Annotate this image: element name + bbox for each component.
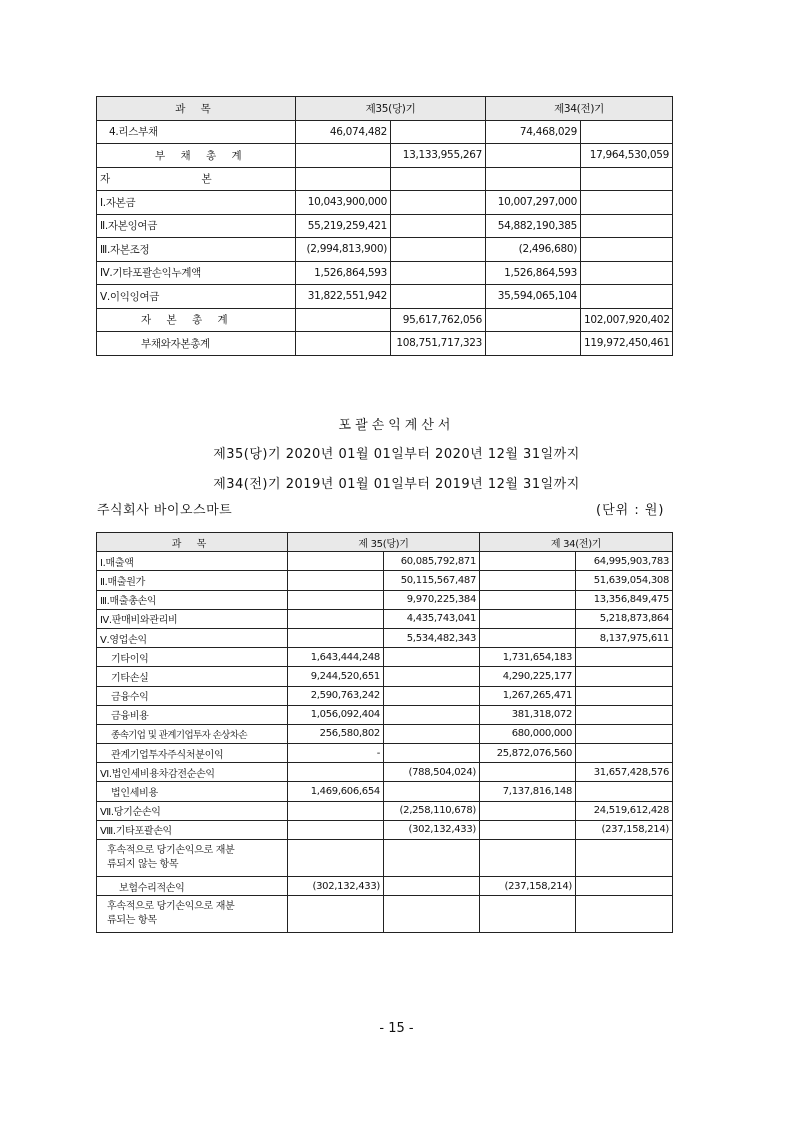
table-row [97, 590, 673, 609]
header-current: 제35(당)기 [296, 97, 486, 121]
cell-prior-detail: 4,290,225,177 [480, 667, 576, 686]
cell-prior-total [581, 191, 673, 215]
cell-prior-total [581, 167, 673, 191]
cell-current-total: 108,751,717,323 [391, 332, 486, 356]
table-row [97, 705, 673, 724]
cell-current-detail: 1,056,092,404 [288, 705, 384, 724]
row-label: Ⅶ.당기순손익 [97, 801, 288, 820]
header-prior: 제 34(전)기 [480, 533, 673, 552]
cell-current-detail: (2,994,813,900) [296, 238, 391, 262]
cell-prior-detail [480, 609, 576, 628]
balance-sheet-table [96, 96, 673, 356]
table-row [97, 120, 673, 144]
cell-current-total [384, 667, 480, 686]
cell-current-detail: 10,043,900,000 [296, 191, 391, 215]
cell-prior-detail [480, 763, 576, 782]
cell-current-total: 60,085,792,871 [384, 552, 480, 571]
cell-prior-total: 64,995,903,783 [576, 552, 673, 571]
cell-current-total [384, 705, 480, 724]
cell-current-detail [288, 590, 384, 609]
cell-prior-total: 13,356,849,475 [576, 590, 673, 609]
cell-prior-detail: 1,267,265,471 [480, 686, 576, 705]
cell-prior-total [581, 120, 673, 144]
cell-current-detail: - [288, 744, 384, 763]
cell-current-detail [288, 609, 384, 628]
table-row [97, 261, 673, 285]
row-label: 후속적으로 당기손익으로 재분류되는 항목 [97, 896, 288, 933]
period-current: 제35(당)기 2020년 01월 01일부터 2020년 12월 31일까지 [213, 447, 580, 462]
cell-current-detail [296, 167, 391, 191]
row-label: 기타이익 [97, 648, 288, 667]
cell-current-total [384, 744, 480, 763]
cell-prior-detail: 381,318,072 [480, 705, 576, 724]
cell-current-detail [296, 144, 391, 168]
cell-current-detail [288, 896, 384, 933]
table-header-row [97, 533, 673, 552]
row-label: 자 본 총 계 [97, 308, 296, 332]
cell-prior-detail: 35,594,065,104 [486, 285, 581, 309]
cell-current-detail: 9,244,520,651 [288, 667, 384, 686]
row-label: Ⅰ.자본금 [97, 191, 296, 215]
row-label: 법인세비용 [97, 782, 288, 801]
page-number: - 15 - [379, 1021, 414, 1036]
cell-current-total [391, 261, 486, 285]
row-label: 보험수리적손익 [97, 877, 288, 896]
cell-prior-detail: 74,468,029 [486, 120, 581, 144]
cell-prior-detail [486, 332, 581, 356]
company-name: 주식회사 바이오스마트 [97, 503, 233, 518]
cell-current-total [384, 724, 480, 743]
income-statement-table [96, 532, 673, 933]
row-label: 금융수익 [97, 686, 288, 705]
cell-prior-total [576, 744, 673, 763]
row-label: Ⅷ.기타포괄손익 [97, 820, 288, 839]
cell-current-total: 5,534,482,343 [384, 628, 480, 647]
cell-prior-total: 119,972,450,461 [581, 332, 673, 356]
cell-current-detail: 55,219,259,421 [296, 214, 391, 238]
cell-current-total [391, 214, 486, 238]
cell-prior-detail: (237,158,214) [480, 877, 576, 896]
cell-current-total: 4,435,743,041 [384, 609, 480, 628]
cell-prior-total [581, 238, 673, 262]
table-header-row [97, 97, 673, 121]
table-row [97, 686, 673, 705]
header-current: 제 35(당)기 [288, 533, 480, 552]
cell-prior-total [576, 686, 673, 705]
table-row [97, 332, 673, 356]
header-prior: 제34(전)기 [486, 97, 673, 121]
cell-current-total: 50,115,567,487 [384, 571, 480, 590]
cell-current-detail [288, 820, 384, 839]
table-row [97, 571, 673, 590]
cell-current-detail: 256,580,802 [288, 724, 384, 743]
table-row [97, 896, 673, 933]
row-label: Ⅰ.매출액 [97, 552, 288, 571]
cell-prior-total: 5,218,873,864 [576, 609, 673, 628]
table-row [97, 628, 673, 647]
row-label: 부 채 총 계 [97, 144, 296, 168]
cell-prior-detail: 54,882,190,385 [486, 214, 581, 238]
table-row [97, 840, 673, 877]
cell-current-detail: 46,074,482 [296, 120, 391, 144]
header-item: 과 목 [97, 533, 288, 552]
table-row [97, 308, 673, 332]
cell-prior-total [581, 214, 673, 238]
cell-current-detail [288, 763, 384, 782]
row-label: Ⅱ.매출원가 [97, 571, 288, 590]
cell-prior-total [581, 261, 673, 285]
cell-current-detail [296, 332, 391, 356]
cell-prior-total: (237,158,214) [576, 820, 673, 839]
table-row [97, 214, 673, 238]
row-label: 금융비용 [97, 705, 288, 724]
cell-current-total: (788,504,024) [384, 763, 480, 782]
row-label: Ⅳ.기타포괄손익누계액 [97, 261, 296, 285]
cell-prior-detail: 7,137,816,148 [480, 782, 576, 801]
table-row [97, 877, 673, 896]
cell-current-detail [296, 308, 391, 332]
cell-current-total: (2,258,110,678) [384, 801, 480, 820]
cell-prior-detail [480, 590, 576, 609]
cell-current-total [384, 686, 480, 705]
cell-current-total: (302,132,433) [384, 820, 480, 839]
cell-prior-detail [480, 801, 576, 820]
cell-prior-total [576, 896, 673, 933]
table-row [97, 744, 673, 763]
table-row [97, 144, 673, 168]
cell-current-total: 95,617,762,056 [391, 308, 486, 332]
row-label: 기타손실 [97, 667, 288, 686]
cell-current-detail: 2,590,763,242 [288, 686, 384, 705]
cell-current-detail: 1,643,444,248 [288, 648, 384, 667]
row-label: Ⅲ.자본조정 [97, 238, 296, 262]
cell-prior-total: 24,519,612,428 [576, 801, 673, 820]
row-label: 자 본 [97, 167, 296, 191]
cell-prior-detail [480, 571, 576, 590]
cell-prior-detail [486, 167, 581, 191]
table-row [97, 238, 673, 262]
table-row [97, 285, 673, 309]
cell-prior-total [576, 877, 673, 896]
table-row [97, 167, 673, 191]
currency-unit: (단위 : 원) [596, 503, 665, 518]
cell-prior-detail [486, 144, 581, 168]
cell-prior-detail [480, 820, 576, 839]
cell-current-detail: (302,132,433) [288, 877, 384, 896]
table-row [97, 820, 673, 839]
row-label: Ⅵ.법인세비용차감전순손익 [97, 763, 288, 782]
cell-current-total [391, 167, 486, 191]
cell-current-detail: 1,469,606,654 [288, 782, 384, 801]
row-label: Ⅴ.이익잉여금 [97, 285, 296, 309]
table-row [97, 609, 673, 628]
table-row [97, 191, 673, 215]
table-row [97, 763, 673, 782]
cell-prior-total [576, 667, 673, 686]
cell-prior-detail [480, 552, 576, 571]
cell-prior-total: 51,639,054,308 [576, 571, 673, 590]
cell-current-detail [288, 628, 384, 647]
cell-current-total: 13,133,955,267 [391, 144, 486, 168]
period-prior: 제34(전)기 2019년 01월 01일부터 2019년 12월 31일까지 [213, 477, 580, 492]
cell-current-total: 9,970,225,384 [384, 590, 480, 609]
cell-current-detail [288, 840, 384, 877]
cell-current-total [384, 877, 480, 896]
cell-current-detail [288, 801, 384, 820]
statement-title: 포괄손익계산서 [338, 418, 455, 433]
cell-prior-detail [480, 628, 576, 647]
row-label: 부채와자본총계 [97, 332, 296, 356]
cell-current-total [384, 782, 480, 801]
cell-prior-detail: 1,526,864,593 [486, 261, 581, 285]
row-label: 4.리스부채 [97, 120, 296, 144]
cell-prior-detail [480, 896, 576, 933]
header-item: 과 목 [97, 97, 296, 121]
cell-current-total [391, 120, 486, 144]
cell-current-total [384, 840, 480, 877]
table-row [97, 724, 673, 743]
cell-current-total [384, 648, 480, 667]
cell-current-detail: 1,526,864,593 [296, 261, 391, 285]
cell-prior-detail: (2,496,680) [486, 238, 581, 262]
cell-prior-detail [486, 308, 581, 332]
cell-prior-total [581, 285, 673, 309]
cell-prior-detail: 1,731,654,183 [480, 648, 576, 667]
cell-prior-total [576, 724, 673, 743]
cell-current-total [391, 191, 486, 215]
cell-prior-total [576, 705, 673, 724]
cell-prior-detail: 25,872,076,560 [480, 744, 576, 763]
cell-prior-detail [480, 840, 576, 877]
row-label: Ⅳ.판매비와관리비 [97, 609, 288, 628]
cell-prior-total: 8,137,975,611 [576, 628, 673, 647]
cell-current-total [391, 285, 486, 309]
cell-current-detail [288, 571, 384, 590]
row-label: 후속적으로 당기손익으로 재분류되지 않는 항목 [97, 840, 288, 877]
table-row [97, 782, 673, 801]
cell-current-total [384, 896, 480, 933]
cell-prior-total: 102,007,920,402 [581, 308, 673, 332]
cell-prior-total: 17,964,530,059 [581, 144, 673, 168]
cell-prior-detail: 10,007,297,000 [486, 191, 581, 215]
table-row [97, 801, 673, 820]
cell-prior-detail: 680,000,000 [480, 724, 576, 743]
row-label: Ⅱ.자본잉여금 [97, 214, 296, 238]
row-label: Ⅴ.영업손익 [97, 628, 288, 647]
cell-current-total [391, 238, 486, 262]
cell-prior-total: 31,657,428,576 [576, 763, 673, 782]
row-label: 종속기업 및 관계기업투자 손상차손 [97, 724, 288, 743]
table-row [97, 648, 673, 667]
cell-current-detail: 31,822,551,942 [296, 285, 391, 309]
cell-prior-total [576, 782, 673, 801]
table-row [97, 552, 673, 571]
row-label: Ⅲ.매출총손익 [97, 590, 288, 609]
row-label: 관계기업투자주식처분이익 [97, 744, 288, 763]
cell-prior-total [576, 648, 673, 667]
cell-prior-total [576, 840, 673, 877]
table-row [97, 667, 673, 686]
cell-current-detail [288, 552, 384, 571]
